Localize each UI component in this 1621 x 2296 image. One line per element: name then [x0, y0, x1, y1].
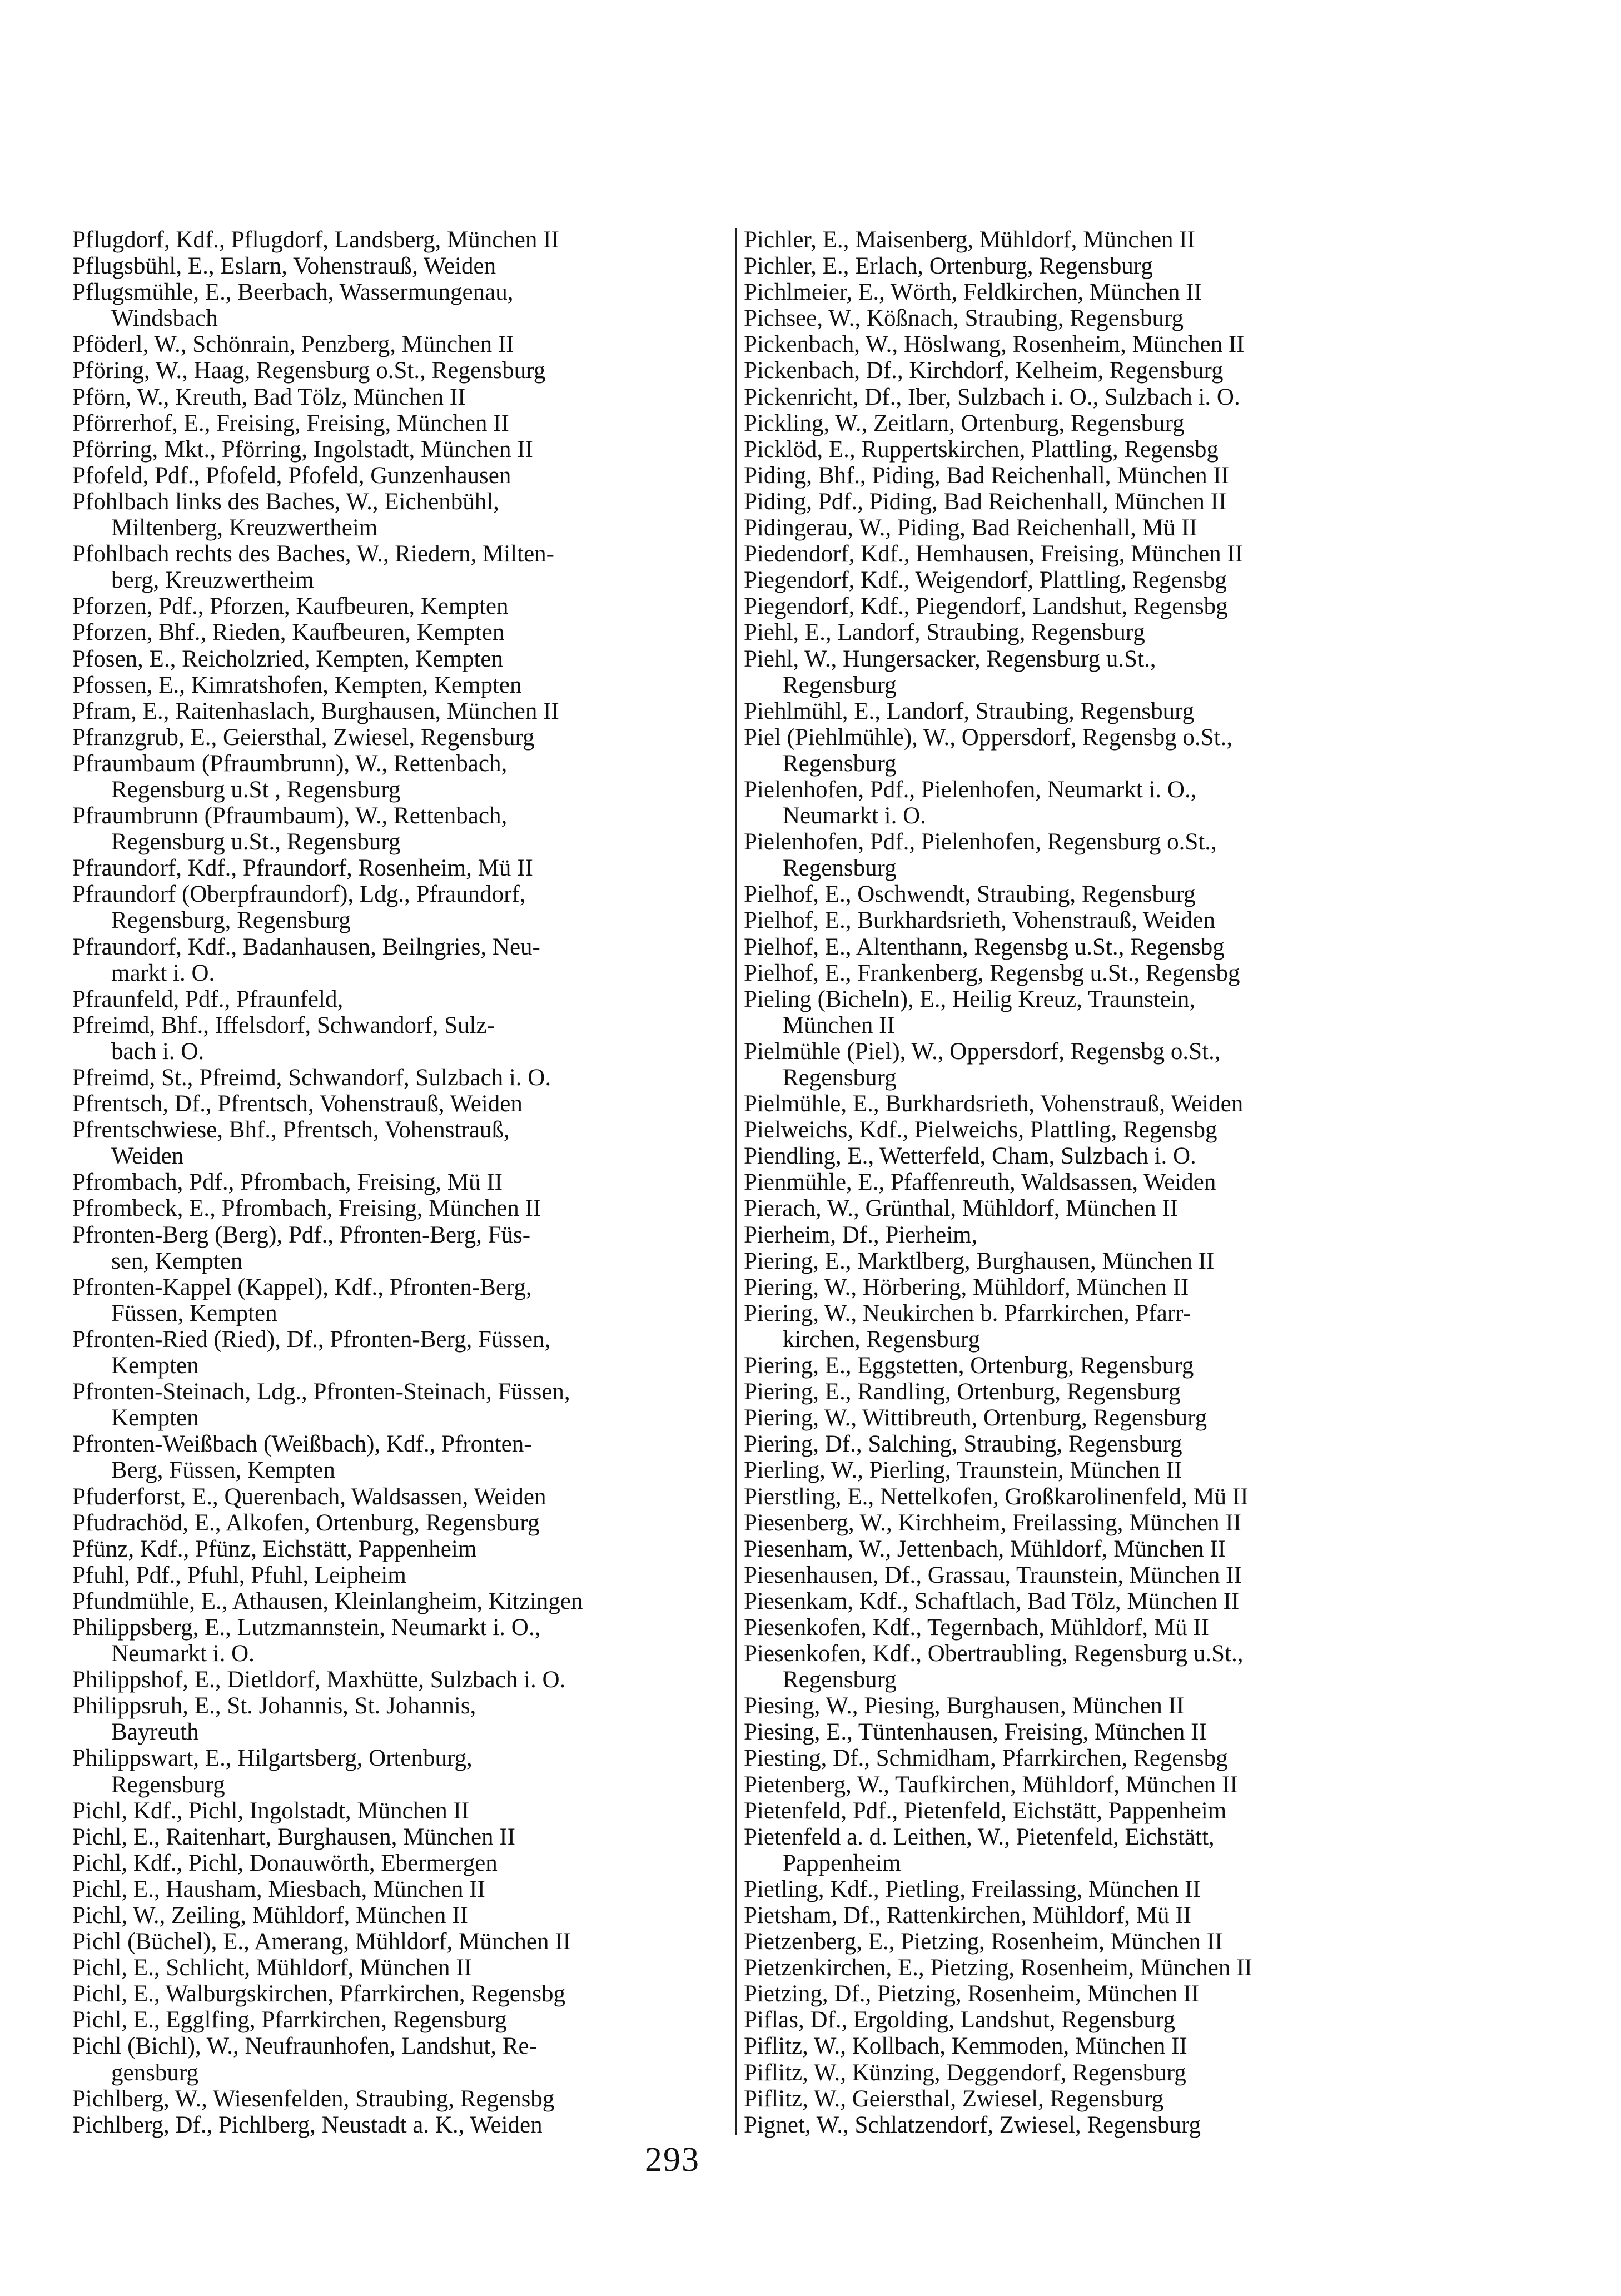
gazetteer-entry — [744, 305, 1403, 331]
gazetteer-entry — [72, 1745, 731, 1797]
gazetteer-entry — [744, 357, 1403, 384]
entry-line: Pichsee, W., Kößnach, Straubing, Regensburg — [744, 305, 1184, 332]
gazetteer-entry — [744, 1588, 1403, 1614]
entry-continuation-line: Pappenheim — [783, 1850, 901, 1876]
entry-continuation-line: Kempten — [111, 1405, 199, 1432]
gazetteer-entry — [72, 619, 731, 645]
entry-line: Pfohlbach rechts des Baches, W., Riedern, Milten- — [72, 541, 554, 568]
entry-line: Pielhof, E., Oschwendt, Straubing, Regensburg — [744, 881, 1196, 908]
gazetteer-entry — [744, 1981, 1403, 2007]
entry-line: Pierach, W., Grünthal, Mühldorf, München II — [744, 1195, 1179, 1222]
entry-line: Philippsruh, E., St. Johannis, St. Johannis, — [72, 1693, 476, 1719]
gazetteer-entry — [72, 331, 731, 357]
entry-line: Pforzen, Pdf., Pforzen, Kaufbeuren, Kempten — [72, 593, 509, 620]
entry-line: Pfundmühle, E., Athausen, Kleinlangheim, Kitzingen — [72, 1588, 583, 1614]
gazetteer-entry — [72, 1955, 731, 1981]
entry-line: Pichler, E., Maisenberg, Mühldorf, München II — [744, 227, 1195, 253]
gazetteer-entry — [72, 227, 731, 253]
gazetteer-entry — [744, 777, 1403, 829]
entry-continuation-line: Regensburg — [783, 1065, 897, 1091]
gazetteer-entry — [72, 1012, 731, 1065]
entry-continuation-line: Windsbach — [111, 305, 218, 332]
gazetteer-entry — [744, 1614, 1403, 1641]
gazetteer-entry — [744, 567, 1403, 593]
gazetteer-entry — [72, 463, 731, 489]
gazetteer-entry — [72, 1536, 731, 1562]
entry-line: Pichl, E., Hausham, Miesbach, München II — [72, 1876, 485, 1902]
gazetteer-entry — [72, 1065, 731, 1091]
gazetteer-entry — [72, 2033, 731, 2085]
entry-line: Pielhof, E., Altenthann, Regensbg u.St., Regensbg — [744, 933, 1225, 960]
gazetteer-entry — [72, 1431, 731, 1483]
gazetteer-entry — [744, 619, 1403, 645]
gazetteer-entry — [72, 2112, 731, 2138]
entry-line: Pfrentschwiese, Bhf., Pfrentsch, Vohenstrauß, — [72, 1117, 510, 1144]
entry-line: Pfrombach, Pdf., Pfrombach, Freising, Mü II — [72, 1169, 503, 1196]
entry-line: Philippswart, E., Hilgartsberg, Ortenburg, — [72, 1745, 473, 1772]
entry-line: Pichl, Kdf., Pichl, Ingolstadt, München II — [72, 1797, 470, 1824]
gazetteer-entry — [72, 1824, 731, 1850]
gazetteer-entry — [744, 1641, 1403, 1693]
entry-line: Pichlberg, Df., Pichlberg, Neustadt a. K., Weiden — [72, 2111, 543, 2138]
entry-line: Pichl, Kdf., Pichl, Donauwörth, Ebermergen — [72, 1850, 498, 1876]
gazetteer-entry — [744, 2060, 1403, 2086]
entry-continuation-line: Regensburg — [783, 672, 897, 698]
gazetteer-entry — [744, 907, 1403, 933]
gazetteer-entry — [744, 1798, 1403, 1824]
entry-line: Piflitz, W., Geiersthal, Zwiesel, Regensburg — [744, 2085, 1164, 2112]
gazetteer-entry — [72, 279, 731, 331]
entry-line: Pielmühle, E., Burkhardsrieth, Vohenstrauß, Weiden — [744, 1091, 1244, 1117]
gazetteer-entry — [744, 1745, 1403, 1771]
gazetteer-entry — [72, 541, 731, 593]
entry-line: Pfraunfeld, Pdf., Pfraunfeld, — [72, 986, 344, 1012]
gazetteer-entry — [72, 986, 731, 1012]
entry-line: Piering, W., Hörbering, Mühldorf, München II — [744, 1274, 1189, 1300]
entry-continuation-line: Regensburg u.St., Regensburg — [111, 829, 401, 856]
gazetteer-entry — [744, 1719, 1403, 1745]
entry-continuation-line: Regensburg — [111, 1771, 225, 1798]
gazetteer-entry — [72, 751, 731, 803]
gazetteer-entry — [744, 384, 1403, 410]
gazetteer-entry — [744, 1169, 1403, 1195]
entry-line: Pflugdorf, Kdf., Pflugdorf, Landsberg, München II — [72, 227, 559, 253]
entry-line: Pfrentsch, Df., Pfrentsch, Vohenstrauß, Weiden — [72, 1091, 523, 1117]
gazetteer-entry — [72, 1693, 731, 1745]
entry-line: Piesting, Df., Schmidham, Pfarrkirchen, Regensbg — [744, 1745, 1228, 1772]
gazetteer-entry — [72, 698, 731, 724]
entry-line: Piegendorf, Kdf., Piegendorf, Landshut, Regensbg — [744, 593, 1228, 620]
gazetteer-entry — [744, 698, 1403, 724]
entry-line: Pierheim, Df., Pierheim, — [744, 1221, 978, 1248]
column-divider — [735, 228, 737, 2135]
entry-line: Pickenricht, Df., Iber, Sulzbach i. O., Sulzbach i. O. — [744, 384, 1240, 410]
entry-line: Philippsberg, E., Lutzmannstein, Neumarkt i. O., — [72, 1614, 541, 1641]
gazetteer-entry — [72, 1274, 731, 1326]
gazetteer-entry — [744, 1484, 1403, 1510]
gazetteer-entry — [72, 646, 731, 672]
entry-continuation-line: Kempten — [111, 1353, 199, 1379]
gazetteer-entry — [72, 1981, 731, 2007]
gazetteer-entry — [72, 357, 731, 384]
gazetteer-entry — [744, 593, 1403, 619]
entry-line: Pfuhl, Pdf., Pfuhl, Pfuhl, Leipheim — [72, 1562, 406, 1588]
gazetteer-entry — [744, 1902, 1403, 1929]
gazetteer-entry — [72, 593, 731, 619]
gazetteer-entry — [744, 1274, 1403, 1300]
entry-line: Piering, Df., Salching, Straubing, Regensburg — [744, 1431, 1182, 1458]
gazetteer-entry — [744, 986, 1403, 1038]
gazetteer-entry — [744, 2112, 1403, 2138]
entry-line: Pfohlbach links des Baches, W., Eichenbühl, — [72, 488, 499, 515]
gazetteer-entry — [744, 463, 1403, 489]
entry-line: Pfronten-Berg (Berg), Pdf., Pfronten-Berg, Füs- — [72, 1221, 531, 1248]
entry-line: Pieling (Bicheln), E., Heilig Kreuz, Traunstein, — [744, 986, 1196, 1012]
entry-continuation-line: Regensburg, Regensburg — [111, 907, 351, 934]
entry-line: Pfossen, E., Kimratshofen, Kempten, Kempten — [72, 672, 522, 698]
entry-line: Piesing, E., Tüntenhausen, Freising, München II — [744, 1719, 1207, 1746]
entry-line: Pielhof, E., Frankenberg, Regensbg u.St., Regensbg — [744, 960, 1240, 986]
entry-line: Pfraundorf, Kdf., Pfraundorf, Rosenheim, Mü II — [72, 855, 533, 882]
entry-line: Pfuderforst, E., Querenbach, Waldsassen, Weiden — [72, 1483, 546, 1510]
entry-continuation-line: bach i. O. — [111, 1038, 205, 1065]
gazetteer-entry — [744, 1876, 1403, 1902]
entry-line: Piesenkofen, Kdf., Obertraubling, Regensburg u.St., — [744, 1641, 1244, 1667]
entry-line: Pförring, Mkt., Pförring, Ingolstadt, München II — [72, 436, 533, 463]
gazetteer-entry — [744, 1431, 1403, 1457]
entry-line: Pfraumbaum (Pfraumbrunn), W., Rettenbach, — [72, 750, 508, 777]
gazetteer-entry — [72, 410, 731, 436]
entry-line: Pichlberg, W., Wiesenfelden, Straubing, Regensbg — [72, 2085, 555, 2112]
entry-line: Pietenfeld a. d. Leithen, W., Pietenfeld, Eichstätt, — [744, 1823, 1215, 1850]
gazetteer-entry — [744, 489, 1403, 515]
gazetteer-entry — [744, 829, 1403, 881]
gazetteer-entry — [72, 436, 731, 463]
entry-line: Piering, E., Eggstetten, Ortenburg, Regensburg — [744, 1353, 1194, 1379]
entry-continuation-line: Neumarkt i. O. — [783, 803, 926, 829]
entry-continuation-line: berg, Kreuzwertheim — [111, 567, 314, 594]
gazetteer-entry — [72, 1195, 731, 1221]
entry-line: Pierstling, E., Nettelkofen, Großkarolinenfeld, Mü II — [744, 1483, 1249, 1510]
gazetteer-entry — [744, 1195, 1403, 1221]
entry-continuation-line: Weiden — [111, 1143, 184, 1170]
gazetteer-entry — [744, 1772, 1403, 1798]
gazetteer-entry — [744, 1248, 1403, 1274]
gazetteer-entry — [72, 855, 731, 881]
entry-continuation-line: Füssen, Kempten — [111, 1300, 277, 1326]
entry-line: Pickling, W., Zeitlarn, Ortenburg, Regensburg — [744, 410, 1185, 436]
entry-line: Pichl, E., Egglfing, Pfarrkirchen, Regensburg — [72, 2007, 507, 2034]
entry-line: Pflugsmühle, E., Beerbach, Wassermungenau, — [72, 279, 514, 306]
gazetteer-entry — [744, 1562, 1403, 1588]
entry-line: Piendling, E., Wetterfeld, Cham, Sulzbach i. O. — [744, 1143, 1196, 1170]
entry-line: Pichl, W., Zeiling, Mühldorf, München II — [72, 1902, 468, 1929]
entry-continuation-line: Miltenberg, Kreuzwertheim — [111, 515, 378, 541]
gazetteer-entry — [72, 2086, 731, 2112]
gazetteer-entry — [744, 1824, 1403, 1876]
entry-continuation-line: sen, Kempten — [111, 1248, 243, 1274]
gazetteer-entry — [744, 2007, 1403, 2033]
gazetteer-entry — [72, 1850, 731, 1876]
gazetteer-entry — [744, 1510, 1403, 1536]
gazetteer-entry — [72, 1091, 731, 1117]
gazetteer-entry — [72, 934, 731, 986]
left-column — [72, 227, 731, 2138]
gazetteer-entry — [72, 803, 731, 855]
entry-line: Piel (Piehlmühle), W., Oppersdorf, Regensbg o.St., — [744, 724, 1233, 751]
entry-line: Pichl (Büchel), E., Amerang, Mühldorf, München II — [72, 1929, 571, 1955]
gazetteer-entry — [72, 1379, 731, 1431]
entry-line: Piering, E., Randling, Ortenburg, Regensburg — [744, 1379, 1181, 1405]
entry-continuation-line: gensburg — [111, 2059, 198, 2086]
entry-line: Piflitz, W., Künzing, Deggendorf, Regensburg — [744, 2059, 1186, 2086]
gazetteer-entry — [744, 227, 1403, 253]
gazetteer-entry — [72, 1798, 731, 1824]
entry-line: Pfraundorf, Kdf., Badanhausen, Beilngries, Neu- — [72, 933, 540, 960]
entry-line: Piedendorf, Kdf., Hemhausen, Freising, München II — [744, 541, 1244, 568]
gazetteer-entry — [744, 515, 1403, 541]
entry-line: Pfudrachöd, E., Alkofen, Ortenburg, Regensburg — [72, 1509, 540, 1536]
gazetteer-entry — [744, 253, 1403, 279]
entry-line: Pietzenberg, E., Pietzing, Rosenheim, München II — [744, 1929, 1223, 1955]
gazetteer-entry — [72, 1562, 731, 1588]
gazetteer-entry — [744, 1038, 1403, 1091]
entry-line: Pickenbach, W., Höslwang, Rosenheim, München II — [744, 331, 1245, 358]
gazetteer-entry — [744, 2033, 1403, 2059]
gazetteer-entry — [72, 881, 731, 933]
entry-line: Piehl, E., Landorf, Straubing, Regensburg — [744, 619, 1145, 646]
entry-line: Pfronten-Kappel (Kappel), Kdf., Pfronten-Berg, — [72, 1274, 532, 1300]
gazetteer-entry — [72, 1484, 731, 1510]
entry-line: Pietling, Kdf., Pietling, Freilassing, München II — [744, 1876, 1201, 1902]
gazetteer-entry — [72, 1510, 731, 1536]
entry-line: Pfraumbrunn (Pfraumbaum), W., Rettenbach, — [72, 803, 508, 829]
entry-line: Piesenkofen, Kdf., Tegernbach, Mühldorf, Mü II — [744, 1614, 1209, 1641]
gazetteer-entry — [744, 279, 1403, 305]
gazetteer-entry — [744, 646, 1403, 698]
gazetteer-entry — [72, 1169, 731, 1195]
gazetteer-entry — [744, 1222, 1403, 1248]
gazetteer-entry — [744, 1379, 1403, 1405]
gazetteer-entry — [744, 881, 1403, 907]
entry-line: Pietenfeld, Pdf., Pietenfeld, Eichstätt, Pappenheim — [744, 1797, 1227, 1824]
entry-line: Pietzenkirchen, E., Pietzing, Rosenheim, München II — [744, 1955, 1252, 1981]
gazetteer-entry — [72, 672, 731, 698]
entry-line: Pickenbach, Df., Kirchdorf, Kelheim, Regensburg — [744, 357, 1224, 384]
entry-continuation-line: Regensburg — [783, 1667, 897, 1693]
gazetteer-entry — [744, 1117, 1403, 1143]
gazetteer-entry — [744, 2086, 1403, 2112]
gazetteer-entry — [72, 1588, 731, 1614]
entry-line: Piesenham, W., Jettenbach, Mühldorf, München II — [744, 1535, 1226, 1562]
entry-line: Pföring, W., Haag, Regensburg o.St., Regensburg — [72, 357, 546, 384]
gazetteer-entry — [72, 253, 731, 279]
gazetteer-entry — [72, 1222, 731, 1274]
entry-line: Pfronten-Weißbach (Weißbach), Kdf., Pfronten- — [72, 1431, 532, 1458]
gazetteer-entry — [744, 1536, 1403, 1562]
entry-line: Pietenberg, W., Taufkirchen, Mühldorf, München II — [744, 1771, 1238, 1798]
entry-line: Pföderl, W., Schönrain, Penzberg, München II — [72, 331, 514, 358]
entry-line: Piflas, Df., Ergolding, Landshut, Regensburg — [744, 2007, 1175, 2034]
gazetteer-entry — [744, 1457, 1403, 1483]
gazetteer-entry — [744, 1300, 1403, 1353]
entry-continuation-line: kirchen, Regensburg — [783, 1326, 981, 1353]
entry-line: Piding, Bhf., Piding, Bad Reichenhall, München II — [744, 462, 1230, 489]
entry-line: Pförrerhof, E., Freising, Freising, München II — [72, 410, 509, 436]
gazetteer-entry — [72, 489, 731, 541]
gazetteer-entry — [744, 410, 1403, 436]
entry-line: Pielmühle (Piel), W., Oppersdorf, Regensbg o.St., — [744, 1038, 1221, 1065]
entry-line: Pichl, E., Schlicht, Mühldorf, München II — [72, 1955, 472, 1981]
gazetteer-entry — [72, 1929, 731, 1955]
gazetteer-entry — [744, 541, 1403, 567]
entry-line: Pfofeld, Pdf., Pfofeld, Pfofeld, Gunzenhausen — [72, 462, 511, 489]
entry-line: Piehlmühl, E., Landorf, Straubing, Regensburg — [744, 698, 1195, 724]
entry-line: Piesenhausen, Df., Grassau, Traunstein, München II — [744, 1562, 1242, 1588]
entry-line: Pielhof, E., Burkhardsrieth, Vohenstrauß, Weiden — [744, 907, 1216, 934]
gazetteer-entry — [72, 1902, 731, 1929]
entry-line: Pichl, E., Walburgskirchen, Pfarrkirchen, Regensbg — [72, 1981, 566, 2007]
gazetteer-entry — [72, 1876, 731, 1902]
entry-continuation-line: Regensburg — [783, 855, 897, 882]
gazetteer-entry — [72, 384, 731, 410]
entry-line: Pielweichs, Kdf., Pielweichs, Plattling, Regensbg — [744, 1117, 1217, 1144]
entry-line: Piehl, W., Hungersacker, Regensburg u.St., — [744, 645, 1156, 672]
gazetteer-entry — [744, 436, 1403, 463]
gazetteer-entry — [744, 331, 1403, 357]
entry-line: Pignet, W., Schlatzendorf, Zwiesel, Regensburg — [744, 2111, 1201, 2138]
entry-line: Piegendorf, Kdf., Weigendorf, Plattling, Regensbg — [744, 567, 1227, 594]
entry-continuation-line: Neumarkt i. O. — [111, 1641, 255, 1667]
gazetteer-entry — [744, 1693, 1403, 1719]
entry-continuation-line: Bayreuth — [111, 1719, 199, 1746]
entry-line: Philippshof, E., Dietldorf, Maxhütte, Sulzbach i. O. — [72, 1667, 566, 1693]
entry-continuation-line: Regensburg u.St , Regensburg — [111, 776, 401, 803]
entry-line: Pietsham, Df., Rattenkirchen, Mühldorf, Mü II — [744, 1902, 1191, 1929]
gazetteer-entry — [744, 1143, 1403, 1169]
gazetteer-entry — [72, 1117, 731, 1169]
entry-line: Piesenberg, W., Kirchheim, Freilassing, München II — [744, 1509, 1241, 1536]
entry-line: Pichler, E., Erlach, Ortenburg, Regensburg — [744, 253, 1153, 280]
entry-line: Pienmühle, E., Pfaffenreuth, Waldsassen, Weiden — [744, 1169, 1216, 1196]
entry-line: Pfreimd, St., Pfreimd, Schwandorf, Sulzbach i. O. — [72, 1065, 551, 1091]
gazetteer-entry — [744, 1955, 1403, 1981]
gazetteer-entry — [72, 1667, 731, 1693]
entry-line: Pierling, W., Pierling, Traunstein, München II — [744, 1457, 1182, 1484]
entry-line: Pielenhofen, Pdf., Pielenhofen, Neumarkt i. O., — [744, 776, 1197, 803]
gazetteer-entry — [72, 1326, 731, 1379]
entry-continuation-line: München II — [783, 1012, 895, 1038]
entry-line: Piering, E., Marktlberg, Burghausen, München II — [744, 1248, 1215, 1274]
entry-line: Pidingerau, W., Piding, Bad Reichenhall, Mü II — [744, 515, 1197, 541]
gazetteer-entry — [72, 2007, 731, 2033]
entry-continuation-line: Regensburg — [783, 750, 897, 777]
entry-line: Pichl, E., Raitenhart, Burghausen, München II — [72, 1823, 515, 1850]
entry-line: Pielenhofen, Pdf., Pielenhofen, Regensburg o.St., — [744, 829, 1217, 856]
entry-line: Pförn, W., Kreuth, Bad Tölz, München II — [72, 384, 466, 410]
gazetteer-entry — [744, 724, 1403, 777]
entry-line: Picklöd, E., Ruppertskirchen, Plattling, Regensbg — [744, 436, 1219, 463]
gazetteer-entry — [744, 1405, 1403, 1431]
entry-line: Pichlmeier, E., Wörth, Feldkirchen, München II — [744, 279, 1202, 306]
page-number: 293 — [645, 2141, 700, 2179]
entry-line: Pietzing, Df., Pietzing, Rosenheim, München II — [744, 1981, 1200, 2007]
entry-line: Pfrombeck, E., Pfrombach, Freising, München II — [72, 1195, 541, 1222]
entry-line: Piering, W., Wittibreuth, Ortenburg, Regensburg — [744, 1405, 1207, 1432]
gazetteer-entry — [744, 934, 1403, 960]
entry-continuation-line: markt i. O. — [111, 960, 215, 986]
entry-line: Pfraundorf (Oberpfraundorf), Ldg., Pfraundorf, — [72, 881, 526, 908]
entry-line: Pfosen, E., Reicholzried, Kempten, Kempten — [72, 645, 503, 672]
entry-line: Pfranzgrub, E., Geiersthal, Zwiesel, Regensburg — [72, 724, 535, 751]
right-column — [744, 227, 1403, 2138]
entry-line: Pfronten-Steinach, Ldg., Pfronten-Steinach, Füssen, — [72, 1379, 570, 1405]
entry-line: Piesing, W., Piesing, Burghausen, München II — [744, 1693, 1185, 1719]
entry-line: Piering, W., Neukirchen b. Pfarrkirchen, Pfarr- — [744, 1300, 1191, 1326]
entry-line: Pfram, E., Raitenhaslach, Burghausen, München II — [72, 698, 559, 724]
entry-line: Piflitz, W., Kollbach, Kemmoden, München II — [744, 2033, 1187, 2060]
entry-line: Piding, Pdf., Piding, Bad Reichenhall, München II — [744, 488, 1227, 515]
gazetteer-entry — [744, 960, 1403, 986]
entry-line: Piesenkam, Kdf., Schaftlach, Bad Tölz, München II — [744, 1588, 1240, 1614]
entry-line: Pfronten-Ried (Ried), Df., Pfronten-Berg, Füssen, — [72, 1326, 551, 1353]
entry-line: Pfünz, Kdf., Pfünz, Eichstätt, Pappenheim — [72, 1535, 477, 1562]
gazetteer-entry — [744, 1353, 1403, 1379]
entry-continuation-line: Berg, Füssen, Kempten — [111, 1457, 335, 1484]
entry-line: Pichl (Bichl), W., Neufraunhofen, Landshut, Re- — [72, 2033, 537, 2060]
gazetteer-entry — [72, 1614, 731, 1667]
gazetteer-entry — [72, 724, 731, 751]
gazetteer-entry — [744, 1091, 1403, 1117]
entry-line: Pflugsbühl, E., Eslarn, Vohenstrauß, Weiden — [72, 253, 496, 280]
entry-line: Pfreimd, Bhf., Iffelsdorf, Schwandorf, Sulz- — [72, 1012, 495, 1038]
entry-line: Pforzen, Bhf., Rieden, Kaufbeuren, Kempten — [72, 619, 505, 646]
gazetteer-entry — [744, 1929, 1403, 1955]
